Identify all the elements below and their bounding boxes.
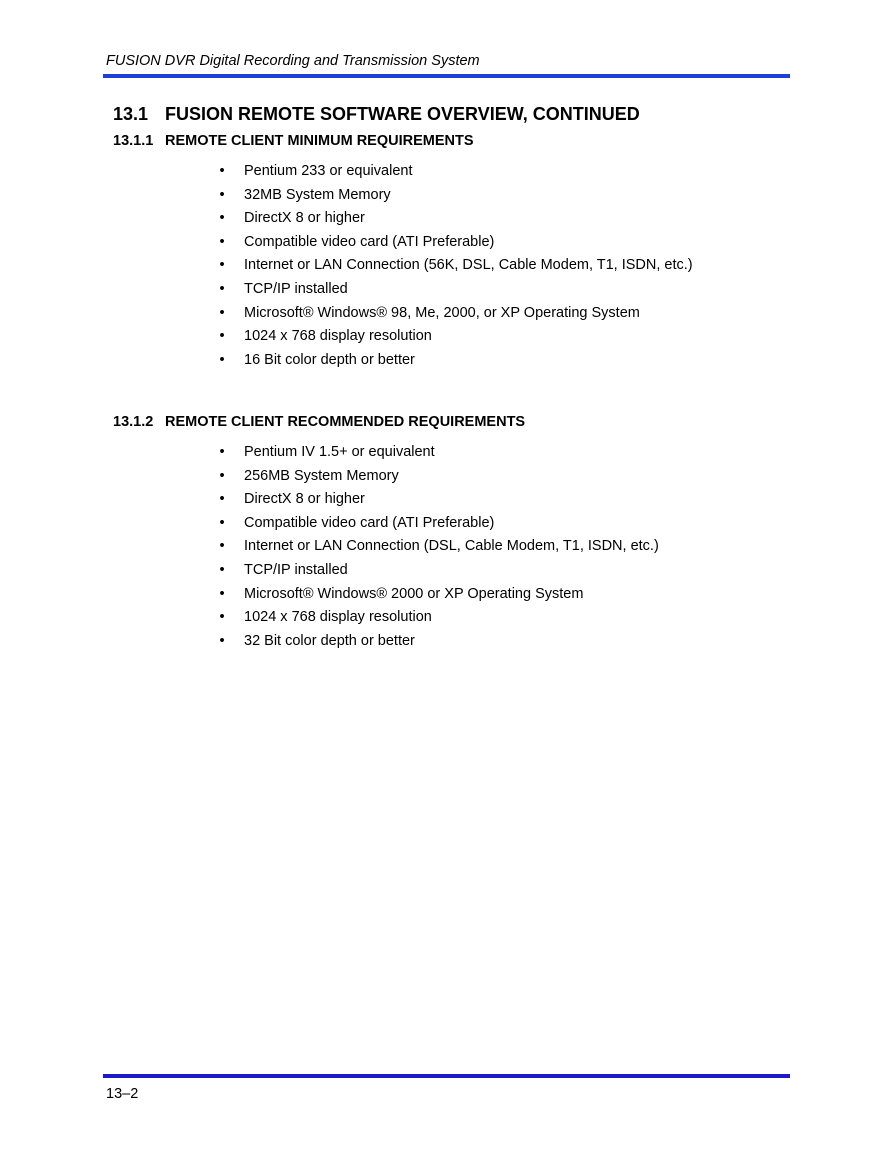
list-item-text: 16 Bit color depth or better xyxy=(244,351,415,368)
bullet: • xyxy=(219,585,225,602)
bullet: • xyxy=(219,609,225,626)
list-item-text: TCP/IP installed xyxy=(244,561,348,578)
subsection-title: REMOTE CLIENT MINIMUM REQUIREMENTS xyxy=(165,133,474,149)
bullet: • xyxy=(219,257,225,274)
bullet: • xyxy=(219,304,225,321)
bullet: • xyxy=(219,514,225,531)
subsection-number: 13.1.1 xyxy=(113,133,154,149)
list-item-text: 1024 x 768 display resolution xyxy=(244,609,432,626)
page-number: 13–2 xyxy=(106,1086,139,1102)
list-item-text: Microsoft® Windows® 2000 or XP Operating System xyxy=(244,585,584,602)
bullet: • xyxy=(219,280,225,297)
bullet: • xyxy=(219,328,225,345)
bullet: • xyxy=(219,538,225,555)
bullet: • xyxy=(219,632,225,649)
list-item-text: Pentium IV 1.5+ or equivalent xyxy=(244,444,435,460)
list-item-text: Compatible video card (ATI Preferable) xyxy=(244,233,495,250)
bullet: • xyxy=(219,491,225,508)
subsection-title: REMOTE CLIENT RECOMMENDED REQUIREMENTS xyxy=(165,414,526,430)
list-item-text: 32MB System Memory xyxy=(244,186,391,203)
footer-rule xyxy=(103,1074,790,1078)
bullet: • xyxy=(219,233,225,250)
list-item-text: Microsoft® Windows® 98, Me, 2000, or XP Operating System xyxy=(244,304,640,321)
bullet: • xyxy=(219,467,225,484)
list-item-text: Pentium 233 or equivalent xyxy=(244,163,413,179)
header-rule xyxy=(103,74,790,78)
bullet: • xyxy=(219,210,225,227)
bullet: • xyxy=(219,351,225,368)
bullet: • xyxy=(219,561,225,578)
bullet: • xyxy=(219,444,225,460)
list-item-text: 32 Bit color depth or better xyxy=(244,632,415,649)
list-item-text: Internet or LAN Connection (DSL, Cable Modem, T1, ISDN, etc.) xyxy=(244,538,659,555)
section-title: FUSION REMOTE SOFTWARE OVERVIEW, CONTINUED xyxy=(165,104,640,124)
list-item-text: DirectX 8 or higher xyxy=(244,210,365,227)
list-item-text: 1024 x 768 display resolution xyxy=(244,328,432,345)
bullet: • xyxy=(219,163,225,179)
subsection-heading-minimum xyxy=(113,133,474,149)
list-item-text: Internet or LAN Connection (56K, DSL, Cable Modem, T1, ISDN, etc.) xyxy=(244,257,693,274)
list-item-text: 256MB System Memory xyxy=(244,467,399,484)
list-item-text: TCP/IP installed xyxy=(244,280,348,297)
subsection-number: 13.1.2 xyxy=(113,414,154,430)
bullet: • xyxy=(219,186,225,203)
section-heading xyxy=(113,104,640,125)
subsection-heading-recommended xyxy=(113,414,525,430)
running-header: FUSION DVR Digital Recording and Transmission System xyxy=(106,53,480,69)
list-item-text: Compatible video card (ATI Preferable) xyxy=(244,514,495,531)
list-item-text: DirectX 8 or higher xyxy=(244,491,365,508)
section-number: 13.1 xyxy=(113,104,149,124)
